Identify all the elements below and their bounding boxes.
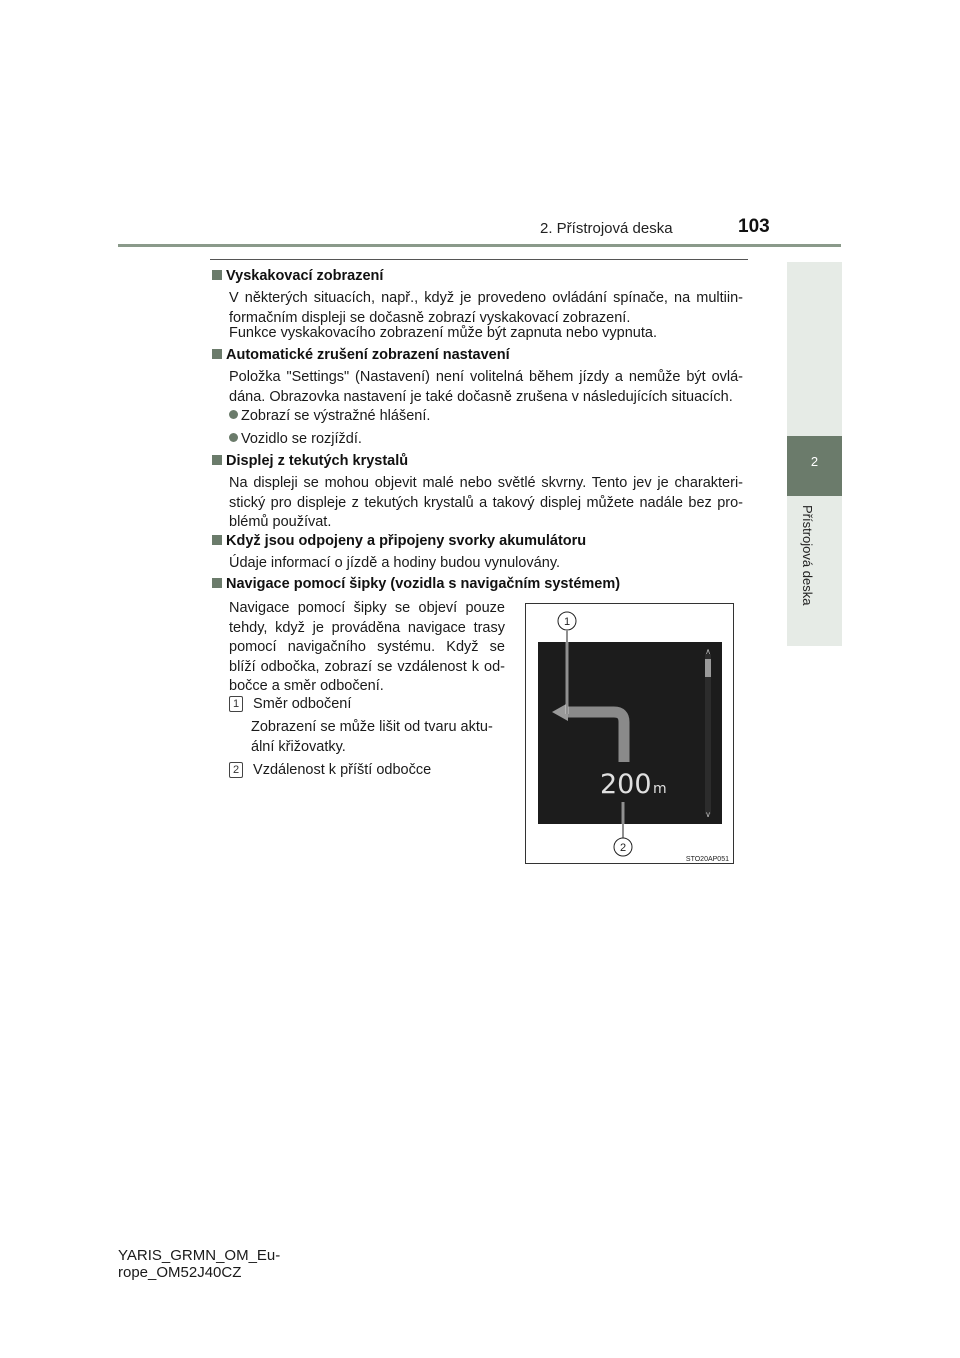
- figure-code: STO20AP051: [685, 856, 729, 863]
- footer-line-1: YARIS_GRMN_OM_Eu-: [118, 1247, 281, 1264]
- callout-circle-1-number: 1: [563, 616, 571, 628]
- scroll-up-icon: ∧: [705, 647, 711, 656]
- callout-circle-2-number: 2: [619, 842, 627, 854]
- callout-number-badge: 1: [229, 696, 243, 712]
- section-heading-auto-cancel: Automatické zrušení zobrazení nastavení: [212, 347, 510, 363]
- chapter-tab: [787, 436, 842, 496]
- callout-number-badge: 2: [229, 762, 243, 778]
- distance-unit: m: [653, 781, 667, 797]
- lcd-text: Na displeji se mohou objevit malé nebo světlé skvrny. Tento jev je charakteri-stický pro displeje z tekutých krystalů a takový displej můžete nadále bez pro-blémů používat.: [229, 475, 743, 530]
- square-bullet-icon: [212, 455, 222, 465]
- section-heading-nav: Navigace pomocí šipky (vozidla s navigačním systémem): [212, 576, 620, 592]
- page-number: 103: [738, 216, 770, 237]
- scroll-track: [705, 654, 711, 814]
- side-strip: [787, 262, 842, 436]
- nav-text: Navigace pomocí šipky se objeví pouze tehdy, když je prováděna navigace trasy pomocí navigačního systému. Když se blíží odbočka, zobrazí se vzdálenost k od-bočce a směr odbočení.: [229, 600, 505, 694]
- square-bullet-icon: [212, 349, 222, 359]
- chapter-tab-number: 2: [810, 454, 819, 469]
- header-rule: [118, 244, 841, 247]
- figure-svg: [526, 604, 733, 863]
- popup-text: V některých situacích, např., když je provedeno ovládání spínače, na multiin-formačním displeji se dočasně zobrazí vyskakovací zobrazení.: [229, 290, 743, 326]
- footer-doc-id: [118, 1247, 280, 1281]
- square-bullet-icon: [212, 578, 222, 588]
- battery-text: Údaje informací o jízdě a hodiny budou vynulovány.: [229, 555, 561, 571]
- section-heading-popup: Vyskakovací zobrazení: [212, 268, 383, 284]
- distance-value: 200: [600, 769, 652, 800]
- section-heading-battery: Když jsou odpojeny a připojeny svorky akumulátoru: [212, 533, 586, 549]
- callout-label: Směr odbočení: [253, 696, 352, 712]
- bullet-dot-icon: [229, 433, 238, 442]
- callout-item-2: [229, 762, 431, 778]
- bullet-item: Zobrazí se výstražné hlášení.: [229, 408, 430, 424]
- content-rule: [210, 259, 748, 260]
- footer-line-2: rope_OM52J40CZ: [118, 1264, 242, 1281]
- section-heading-lcd: Displej z tekutých krystalů: [212, 453, 408, 469]
- square-bullet-icon: [212, 535, 222, 545]
- popup-text-2: Funkce vyskakovacího zobrazení může být zapnuta nebo vypnuta.: [229, 325, 657, 341]
- scroll-down-icon: ∨: [705, 810, 711, 819]
- callout-subtext: Zobrazení se může lišit od tvaru aktu-ální křižovatky.: [251, 719, 493, 755]
- chapter-title: 2. Přístrojová deska: [540, 220, 673, 237]
- callout-item-1: [229, 696, 351, 712]
- bullet-dot-icon: [229, 410, 238, 419]
- auto-cancel-text: Položka "Settings" (Nastavení) není volitelná během jízdy a nemůže být ovlá-dána. Obrazovka nastavení je také dočasně zrušena v následujících situacích.: [229, 369, 743, 405]
- square-bullet-icon: [212, 270, 222, 280]
- navigation-figure: [525, 603, 734, 864]
- callout-label: Vzdálenost k příští odbočce: [253, 762, 432, 778]
- scroll-thumb: [705, 659, 711, 677]
- bullet-item: Vozidlo se rozjíždí.: [229, 431, 362, 447]
- chapter-tab-label: Přístrojová deska: [800, 505, 815, 606]
